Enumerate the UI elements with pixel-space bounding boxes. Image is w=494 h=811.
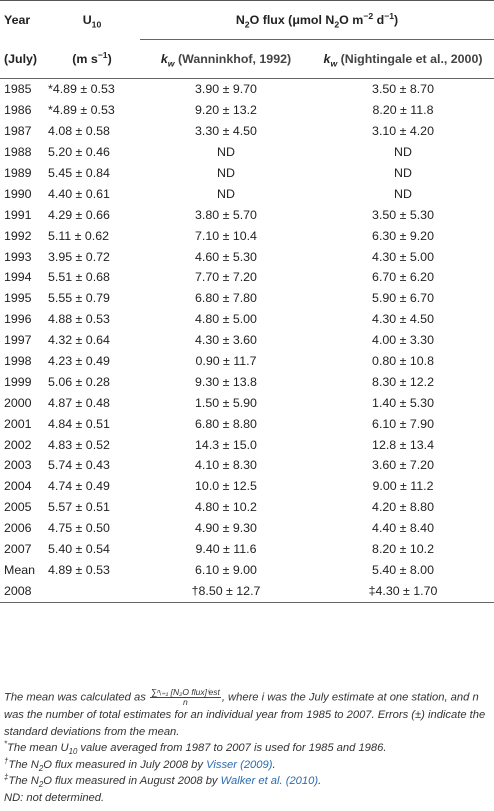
table-row — [0, 225, 494, 246]
cell-u10: 4.74 ± 0.49 — [48, 479, 110, 494]
cell-year: 2004 — [4, 479, 32, 494]
cell-flux-wanninkhof: ND — [217, 166, 235, 180]
table-row — [0, 330, 494, 351]
header-kw-nightingale: $k_w$ (Nightingale et al., 2000) — [323, 52, 483, 69]
table-row — [0, 371, 494, 392]
table-body — [0, 79, 494, 603]
cell-year: 1991 — [4, 207, 32, 222]
table-row — [0, 309, 494, 330]
header-u10: $U_{10}$ — [82, 13, 102, 30]
cell-flux-nightingale: 3.50 ± 8.70 — [312, 79, 494, 100]
cell-flux-nightingale: 6.70 ± 6.20 — [372, 270, 434, 285]
table-row — [0, 288, 494, 309]
cell-flux-wanninkhof: 6.10 ± 9.00 — [195, 562, 257, 577]
table-row — [0, 183, 494, 204]
cell-flux-wanninkhof: 4.10 ± 8.30 — [195, 458, 257, 473]
cell-flux-wanninkhof: 1.50 ± 5.90 — [195, 395, 257, 410]
cell-u10: 4.83 ± 0.52 — [48, 437, 110, 452]
cell-year: 2006 — [4, 521, 32, 536]
cell-year: 1989 — [4, 166, 32, 180]
cell-year: 2003 — [4, 458, 32, 473]
cell-flux-nightingale: 8.30 ± 12.2 — [372, 374, 434, 389]
cell-year: 2002 — [4, 437, 32, 452]
cell-flux-wanninkhof: 7.10 ± 10.4 — [195, 228, 257, 243]
header-u10-unit: (m $s^{-1}$) — [72, 49, 112, 66]
table-row — [0, 267, 494, 288]
table-row — [0, 163, 494, 184]
table-row — [0, 434, 494, 455]
cell-flux-wanninkhof: 9.30 ± 13.8 — [195, 374, 257, 389]
sum-fraction: $\frac{\text{∑ⁿᵢ₌₁ [N₂O flux]ⁱest}}{n}$ — [150, 687, 220, 707]
cell-year: 1996 — [4, 312, 32, 327]
cell-flux-wanninkhof: 6.80 ± 8.80 — [195, 416, 257, 431]
cell-year: 1987 — [4, 124, 32, 139]
cell-flux-nightingale: 8.20 ± 10.2 — [372, 542, 434, 557]
cell-u10: 5.06 ± 0.28 — [48, 374, 110, 389]
cell-u10: 4.89 ± 0.53 — [48, 562, 110, 577]
cell-flux-nightingale: 4.00 ± 3.30 — [372, 333, 434, 348]
cell-u10: 5.57 ± 0.51 — [48, 500, 110, 515]
cell-flux-nightingale: ND — [394, 145, 412, 160]
cell-flux-wanninkhof: 4.80 ± 5.00 — [195, 312, 257, 327]
footnote-mean: The mean was calculated as $\frac{\text{∑ⁿᵢ₌₁ [N₂O flux]ⁱest}}{n}$ , where i was the July estimate at one station, and n was the number of total estimates for an individual year from 1985 to 2007. Errors (±) indicate the standard deviations from the mean. — [4, 687, 486, 738]
cell-flux-nightingale: 12.8 ± 13.4 — [372, 437, 434, 452]
cell-flux-wanninkhof: 4.30 ± 3.60 — [195, 333, 257, 348]
footnote-asterisk: *The mean $U_{10}$ value averaged from 1987 to 2007 is used for 1985 and 1986. — [4, 739, 387, 757]
cell-flux-wanninkhof: ND — [217, 145, 235, 160]
cell-u10: 4.08 ± 0.58 — [48, 124, 110, 139]
cell-u10: 3.95 ± 0.72 — [48, 249, 110, 264]
cell-year: 2005 — [4, 500, 32, 515]
cell-u10: 4.29 ± 0.66 — [48, 207, 110, 222]
table-row — [0, 413, 494, 434]
footnote-nd: ND: not determined. — [4, 791, 105, 804]
cell-u10: 5.45 ± 0.84 — [48, 166, 110, 180]
cell-flux-wanninkhof: †8.50 ± 12.7 — [140, 580, 312, 603]
cell-u10: 5.55 ± 0.79 — [48, 291, 110, 306]
cell-u10 — [44, 580, 140, 603]
cell-flux-nightingale: 6.10 ± 7.90 — [372, 416, 434, 431]
cell-flux-nightingale: 6.30 ± 9.20 — [372, 228, 434, 243]
table-row — [0, 539, 494, 560]
cell-flux-nightingale: 3.60 ± 7.20 — [372, 458, 434, 473]
walker-link[interactable]: Walker et al. (2010) — [220, 775, 319, 787]
cell-flux-nightingale: 0.80 ± 10.8 — [372, 354, 434, 369]
cell-year: 1997 — [4, 333, 32, 348]
cell-flux-wanninkhof: 9.40 ± 11.6 — [195, 542, 257, 557]
cell-flux-wanninkhof: 7.70 ± 7.20 — [195, 270, 257, 285]
cell-year: 1993 — [4, 249, 32, 264]
header-kw-wanninkhof: $k_w$ (Wanninkhof, 1992) — [160, 52, 292, 69]
cell-flux-nightingale: ND — [394, 186, 412, 201]
cell-u10: 4.40 ± 0.61 — [48, 186, 110, 201]
cell-flux-nightingale: 1.40 ± 5.30 — [372, 395, 434, 410]
cell-u10: 4.84 ± 0.51 — [48, 416, 110, 431]
cell-flux-wanninkhof: 0.90 ± 11.7 — [195, 354, 257, 369]
cell-flux-nightingale: 3.10 ± 4.20 — [372, 124, 434, 139]
cell-u10: 4.23 ± 0.49 — [48, 354, 110, 369]
table-row — [0, 142, 494, 163]
table-row — [0, 246, 494, 267]
cell-flux-nightingale: 4.40 ± 8.40 — [372, 521, 434, 536]
visser-link[interactable]: Visser (2009) — [206, 758, 273, 771]
table-row — [0, 559, 494, 580]
table-row — [0, 79, 494, 100]
cell-flux-wanninkhof: 4.60 ± 5.30 — [195, 249, 257, 264]
cell-flux-wanninkhof: 4.90 ± 9.30 — [195, 521, 257, 536]
cell-year: 1990 — [4, 186, 32, 201]
cell-u10: 4.32 ± 0.64 — [48, 333, 110, 348]
cell-flux-nightingale: 4.30 ± 4.50 — [372, 312, 434, 327]
cell-u10: *4.89 ± 0.53 — [48, 103, 115, 118]
cell-flux-wanninkhof: ND — [217, 186, 235, 201]
cell-u10: 4.75 ± 0.50 — [48, 521, 110, 536]
cell-year: 2000 — [4, 395, 32, 410]
cell-flux-nightingale: 5.40 ± 8.00 — [372, 562, 434, 577]
cell-u10: 5.40 ± 0.54 — [48, 542, 110, 557]
cell-flux-wanninkhof: 4.80 ± 10.2 — [195, 500, 257, 515]
table-row — [0, 518, 494, 539]
cell-year: 1986 — [4, 103, 32, 118]
header-year-sub: (July) — [4, 51, 38, 66]
table-row — [0, 476, 494, 497]
cell-year: 2007 — [4, 542, 32, 557]
cell-year: 1988 — [4, 145, 32, 160]
table-row — [0, 392, 494, 413]
cell-flux-nightingale: 3.50 ± 5.30 — [372, 207, 434, 222]
cell-flux-wanninkhof: 3.30 ± 4.50 — [195, 124, 257, 139]
cell-flux-wanninkhof: 3.80 ± 5.70 — [195, 207, 257, 222]
cell-flux-wanninkhof: 14.3 ± 15.0 — [195, 437, 257, 452]
cell-flux-nightingale: ND — [394, 166, 412, 180]
table-row — [0, 580, 494, 603]
cell-u10: 4.88 ± 0.53 — [48, 312, 110, 327]
cell-year: 2008 — [0, 580, 44, 603]
cell-flux-wanninkhof: 9.20 ± 13.2 — [195, 103, 257, 118]
footnote-dagger: †The $N_2O$ flux measured in July 2008 by Visser (2009). — [4, 755, 276, 773]
cell-u10: 5.51 ± 0.68 — [48, 270, 110, 285]
cell-flux-nightingale: 9.00 ± 11.2 — [372, 479, 434, 494]
cell-u10: 4.87 ± 0.48 — [48, 395, 110, 410]
cell-flux-nightingale: 5.90 ± 6.70 — [372, 291, 434, 306]
header-year: Year — [4, 13, 31, 28]
cell-year: 1998 — [4, 354, 32, 369]
table-row — [0, 100, 494, 121]
cell-flux-nightingale: 4.30 ± 5.00 — [372, 249, 434, 264]
cell-flux-wanninkhof: 6.80 ± 7.80 — [195, 291, 257, 306]
cell-flux-nightingale: ‡4.30 ± 1.70 — [312, 580, 494, 603]
cell-year: 1992 — [4, 228, 32, 243]
cell-flux-wanninkhof: 10.0 ± 12.5 — [195, 479, 257, 494]
table-row — [0, 455, 494, 476]
cell-flux-wanninkhof: 3.90 ± 9.70 — [140, 79, 312, 100]
header-flux-title: $N_2O$ flux (μmol $N_2O$ $m^{-2}$ $d^{-1}$) — [140, 1, 494, 40]
cell-year: 1985 — [0, 79, 44, 100]
footnote-double-dagger: ‡The $N_2O$ flux measured in August 2008 by Walker et al. (2010). — [4, 772, 322, 790]
cell-flux-nightingale: 8.20 ± 11.8 — [372, 103, 434, 118]
table-row — [0, 121, 494, 142]
cell-year: 1999 — [4, 374, 32, 389]
cell-year: 1995 — [4, 291, 32, 306]
table-row — [0, 204, 494, 225]
cell-u10: 5.11 ± 0.62 — [48, 228, 109, 243]
cell-flux-nightingale: 4.20 ± 8.80 — [372, 500, 434, 515]
table-footnotes — [4, 688, 492, 806]
cell-year: 2001 — [4, 416, 32, 431]
cell-u10: *4.89 ± 0.53 — [44, 79, 140, 100]
cell-year: 1994 — [4, 270, 32, 285]
table-row — [0, 351, 494, 372]
cell-u10: 5.74 ± 0.43 — [48, 458, 110, 473]
table-row — [0, 497, 494, 518]
cell-u10: 5.20 ± 0.46 — [48, 145, 110, 160]
cell-year: Mean — [4, 562, 35, 577]
